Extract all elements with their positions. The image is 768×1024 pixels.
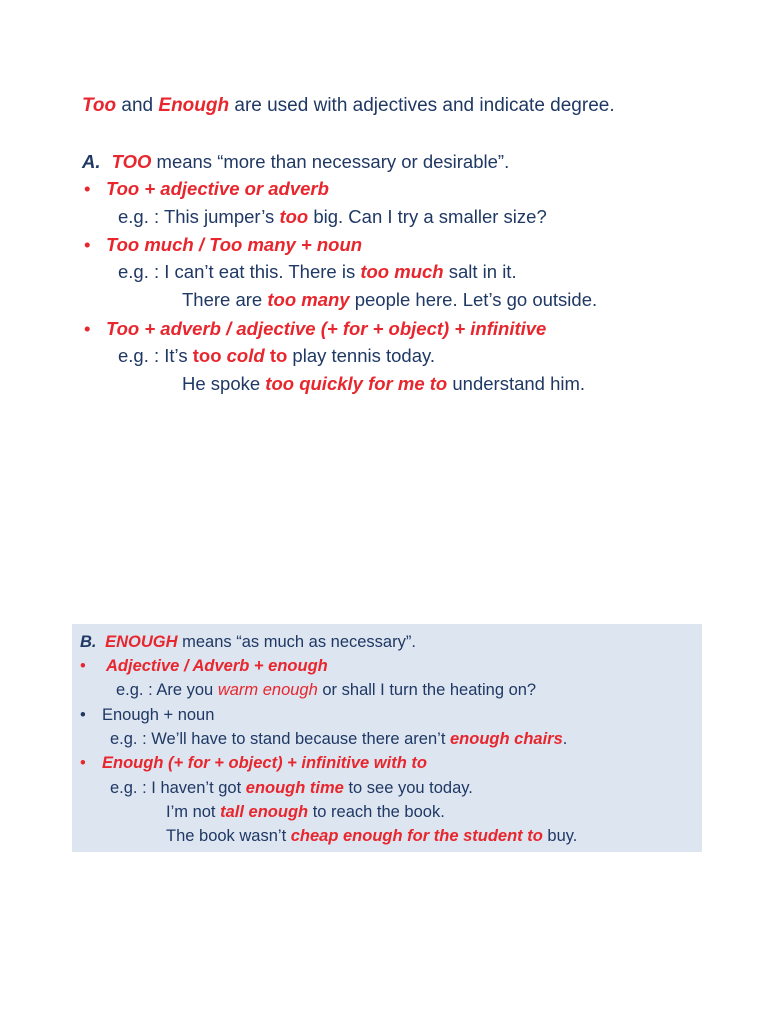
section-a-heading [82, 151, 509, 173]
bullet-icon: • [84, 234, 91, 255]
section-enough-box [72, 624, 702, 852]
rule-label: Enough (+ for + object) + infinitive with to [102, 754, 427, 772]
example-highlight: too [279, 206, 309, 227]
section-b-heading-rest: means “as much as necessary”. [177, 633, 416, 651]
rule-enough-noun [80, 705, 214, 725]
example-line: e.g. : I haven’t got enough time to see you today. [110, 779, 473, 797]
rule-label: Adjective / Adverb + enough [106, 657, 328, 675]
example-line: e.g. : I can’t eat this. There is too much salt in it. [118, 261, 517, 282]
section-a-keyword: TOO [111, 151, 152, 172]
example-line: e.g. : We’ll have to stand because there aren’t enough chairs. [110, 730, 568, 748]
rule-too-adjective [84, 178, 329, 200]
intro-too: Too [82, 95, 117, 116]
example-highlight: enough time [245, 779, 344, 797]
section-b-letter: B. [80, 633, 97, 651]
example-line: He spoke too quickly for me to understand him. [182, 373, 586, 394]
section-b-keyword: ENOUGH [105, 633, 178, 651]
section-a-heading-rest: means “more than necessary or desirable”. [151, 151, 510, 172]
example-line: I’m not tall enough to reach the book. [166, 803, 445, 821]
example-highlight: tall enough [220, 803, 309, 821]
intro-enough: Enough [158, 95, 230, 116]
example-line: There are too many people here. Let’s go outside. [182, 289, 598, 310]
example-highlight: too [192, 345, 222, 366]
bullet-icon: • [80, 706, 86, 724]
example-highlight: warm enough [217, 681, 318, 699]
rule-label: Too + adverb / adjective (+ for + object) + infinitive [106, 318, 547, 339]
bullet-icon: • [80, 657, 86, 675]
example-line: e.g. : It’s too cold to play tennis today. [118, 345, 436, 366]
example-highlight: too much [360, 261, 444, 282]
rule-enough-infinitive [80, 753, 427, 773]
example-line: e.g. : This jumper’s too big. Can I try a smaller size? [118, 206, 547, 227]
rule-label: Enough + noun [102, 706, 215, 724]
rule-too-much-many [84, 234, 362, 256]
rule-label: Too + adjective or adverb [106, 178, 329, 199]
section-a-letter: A. [82, 151, 101, 172]
example-highlight: cold [221, 345, 270, 366]
intro-line [82, 94, 615, 118]
intro-rest: are used with adjectives and indicate degree. [229, 95, 615, 116]
example-highlight: too quickly for me to [265, 373, 448, 394]
rule-too-infinitive [84, 318, 546, 340]
bullet-icon: • [80, 754, 86, 772]
example-highlight: too many [267, 289, 350, 310]
section-b-heading [80, 632, 416, 652]
example-highlight: enough chairs [449, 730, 563, 748]
rule-adjective-enough [80, 656, 328, 676]
example-highlight: cheap enough for the student to [290, 827, 543, 845]
rule-label: Too much / Too many + noun [106, 234, 363, 255]
example-highlight: to [269, 345, 288, 366]
bullet-icon: • [84, 318, 91, 339]
example-line: The book wasn’t cheap enough for the student to buy. [166, 827, 578, 845]
bullet-icon: • [84, 178, 91, 199]
example-line: e.g. : Are you warm enough or shall I turn the heating on? [116, 681, 537, 699]
intro-and: and [116, 95, 159, 116]
